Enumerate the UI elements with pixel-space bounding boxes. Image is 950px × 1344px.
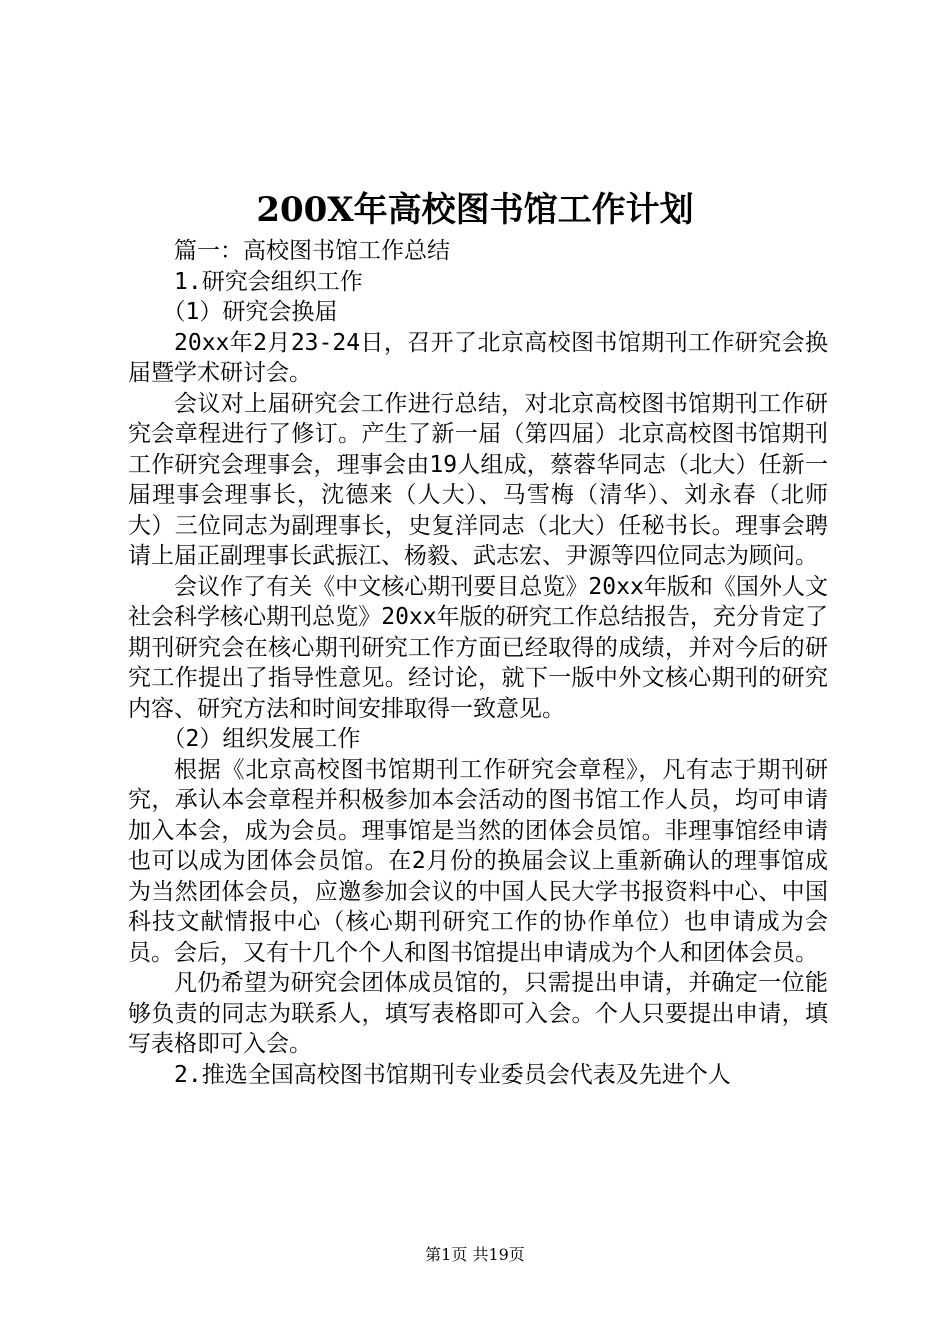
item-heading: （1）研究会换届 bbox=[162, 299, 338, 325]
item-heading: （2）组织发展工作 bbox=[162, 726, 361, 752]
page-number-footer: 第1页 共19页 bbox=[425, 1245, 525, 1264]
body-paragraph: 会议对上届研究会工作进行总结，对北京高校图书馆期刊工作研究会章程进行了修订。产生了新一届（第四届）北京高校图书馆期刊工作研究会理事会，理事会由19人组成，蔡蓉华同志（北大）任新一届理事会理事长，沈德来（人大）、马雪梅（清华）、刘永春（北师大）三位同志为副理事长，史复洋同志（北大）任秘书长。理事会聘请上届正副理事长武振江、杨毅、武志宏、尹源等四位同志为顾问。 bbox=[128, 390, 828, 569]
body-paragraph: 根据《北京高校图书馆期刊工作研究会章程》，凡有志于期刊研究，承认本会章程并积极参加本会活动的图书馆工作人员，均可申请加入本会，成为会员。理事馆是当然的团体会员馆。非理事馆经申请也可以成为团体会员馆。在2月份的换届会议上重新确认的理事馆成为当然团体会员，应邀参加会议的中国人民大学书报资料中心、中国科技文献情报中心（核心期刊研究工作的协作单位）也申请成为会员。会后，又有十几个个人和图书馆提出申请成为个人和团体会员。 bbox=[128, 756, 828, 966]
section-heading: 篇一：高校图书馆工作总结 bbox=[174, 238, 450, 264]
body-paragraph: 凡仍希望为研究会团体成员馆的，只需提出申请，并确定一位能够负责的同志为联系人，填写表格即可入会。个人只要提出申请，填写表格即可入会。 bbox=[128, 970, 828, 1057]
document-body bbox=[128, 236, 828, 1090]
subsection-heading: 2.推选全国高校图书馆期刊专业委员会代表及先进个人 bbox=[174, 1061, 731, 1088]
document-title: 200X年高校图书馆工作计划 bbox=[256, 190, 694, 230]
subsection-heading: 1.研究会组织工作 bbox=[174, 268, 363, 295]
body-paragraph: 20xx年2月23-24日，召开了北京高校图书馆期刊工作研究会换届暨学术研讨会。 bbox=[128, 329, 828, 386]
body-paragraph: 会议作了有关《中文核心期刊要目总览》20xx年版和《国外人文社会科学核心期刊总览》20xx年版的研究工作总结报告，充分肯定了期刊研究会在核心期刊研究工作方面已经取得的成绩，并对今后的研究工作提出了指导性意见。经讨论，就下一版中外文核心期刊的研究内容、研究方法和时间安排取得一致意见。 bbox=[128, 573, 828, 722]
